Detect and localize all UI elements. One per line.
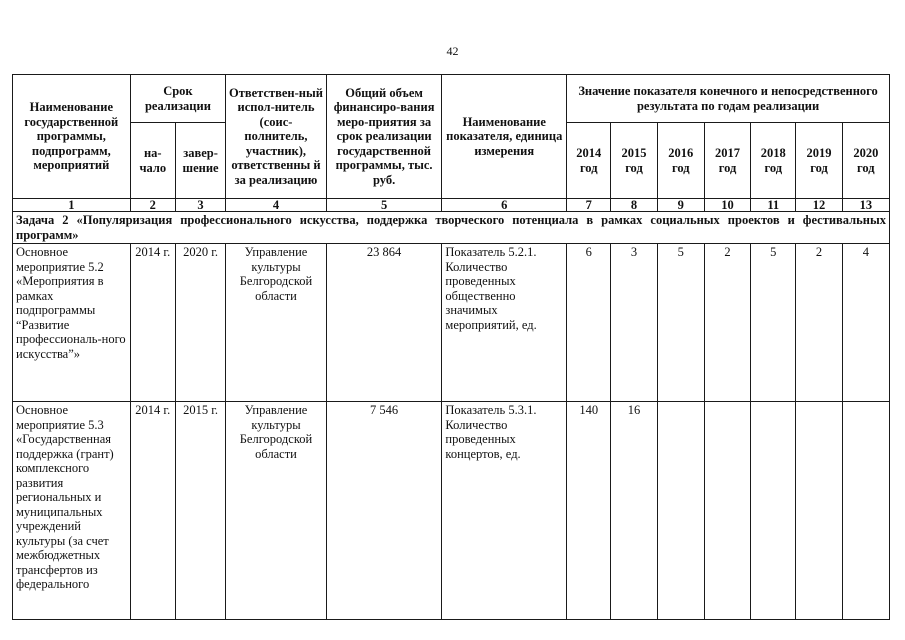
value-2020 [842,402,889,620]
program-table [12,74,890,620]
value-2018: 5 [751,244,796,402]
header-end: завер-шение [175,123,225,199]
column-number: 6 [442,199,567,212]
value-2018 [751,402,796,620]
value-2017 [704,402,750,620]
value-2014: 140 [567,402,611,620]
column-number: 11 [751,199,796,212]
column-number: 3 [175,199,225,212]
column-number: 2 [130,199,175,212]
table-row [13,244,890,402]
activity-name: Основное мероприятие 5.3 «Государственная поддержка (грант) комплексного развития региональных и муниципальных учреждений культуры (за счет межбюджетных трансфертов из федерального [13,402,131,620]
value-2015: 16 [611,402,657,620]
header-results: Значение показателя конечного и непосредственного результата по годам реализации [567,75,890,123]
header-year-2020: 2020 год [842,123,889,199]
header-name: Наименование государственной программы, подпрограмм, мероприятий [13,75,131,199]
task-title: Задача 2 «Популяризация профессионального искусства, поддержка творческого потенциала в рамках социальных проектов и фестивальных программ» [13,212,890,244]
header-responsible: Ответствен-ный испол-нитель (соис-полнитель, участник), ответственны й за реализацию [226,75,327,199]
value-2014: 6 [567,244,611,402]
column-number-row [13,199,890,212]
header-indicator: Наименование показателя, единица измерения [442,75,567,199]
header-funding: Общий объем финансиро-вания меро-приятия за срок реализации государственной программы, тыс. руб. [326,75,442,199]
page-number: 42 [446,44,459,58]
header-year-2018: 2018 год [751,123,796,199]
column-number: 13 [842,199,889,212]
value-2019 [796,402,842,620]
header-row-1 [13,75,890,123]
column-number: 7 [567,199,611,212]
value-2020: 4 [842,244,889,402]
header-year-2014: 2014 год [567,123,611,199]
value-2019: 2 [796,244,842,402]
value-2015: 3 [611,244,657,402]
start-year: 2014 г. [130,402,175,620]
end-year: 2020 г. [175,244,225,402]
value-2016: 5 [657,244,704,402]
activity-name: Основное мероприятие 5.2 «Мероприятия в рамках подпрограммы “Развитие профессиональ-ного искусства”» [13,244,131,402]
funding-amount: 7 546 [326,402,442,620]
header-year-2017: 2017 год [704,123,750,199]
column-number: 12 [796,199,842,212]
value-2017: 2 [704,244,750,402]
funding-amount: 23 864 [326,244,442,402]
value-2016 [657,402,704,620]
column-number: 10 [704,199,750,212]
column-number: 4 [226,199,327,212]
header-year-2015: 2015 год [611,123,657,199]
responsible-executor: Управление культуры Белгородской области [226,402,327,620]
task-row [13,212,890,244]
column-number: 5 [326,199,442,212]
header-start: на-чало [130,123,175,199]
responsible-executor: Управление культуры Белгородской области [226,244,327,402]
column-number: 9 [657,199,704,212]
header-year-2019: 2019 год [796,123,842,199]
column-number: 1 [13,199,131,212]
header-year-2016: 2016 год [657,123,704,199]
end-year: 2015 г. [175,402,225,620]
table-row [13,402,890,620]
header-term: Срок реализации [130,75,226,123]
indicator-name: Показатель 5.3.1. Количество проведенных концертов, ед. [442,402,567,620]
start-year: 2014 г. [130,244,175,402]
indicator-name: Показатель 5.2.1. Количество проведенных общественно значимых мероприятий, ед. [442,244,567,402]
column-number: 8 [611,199,657,212]
